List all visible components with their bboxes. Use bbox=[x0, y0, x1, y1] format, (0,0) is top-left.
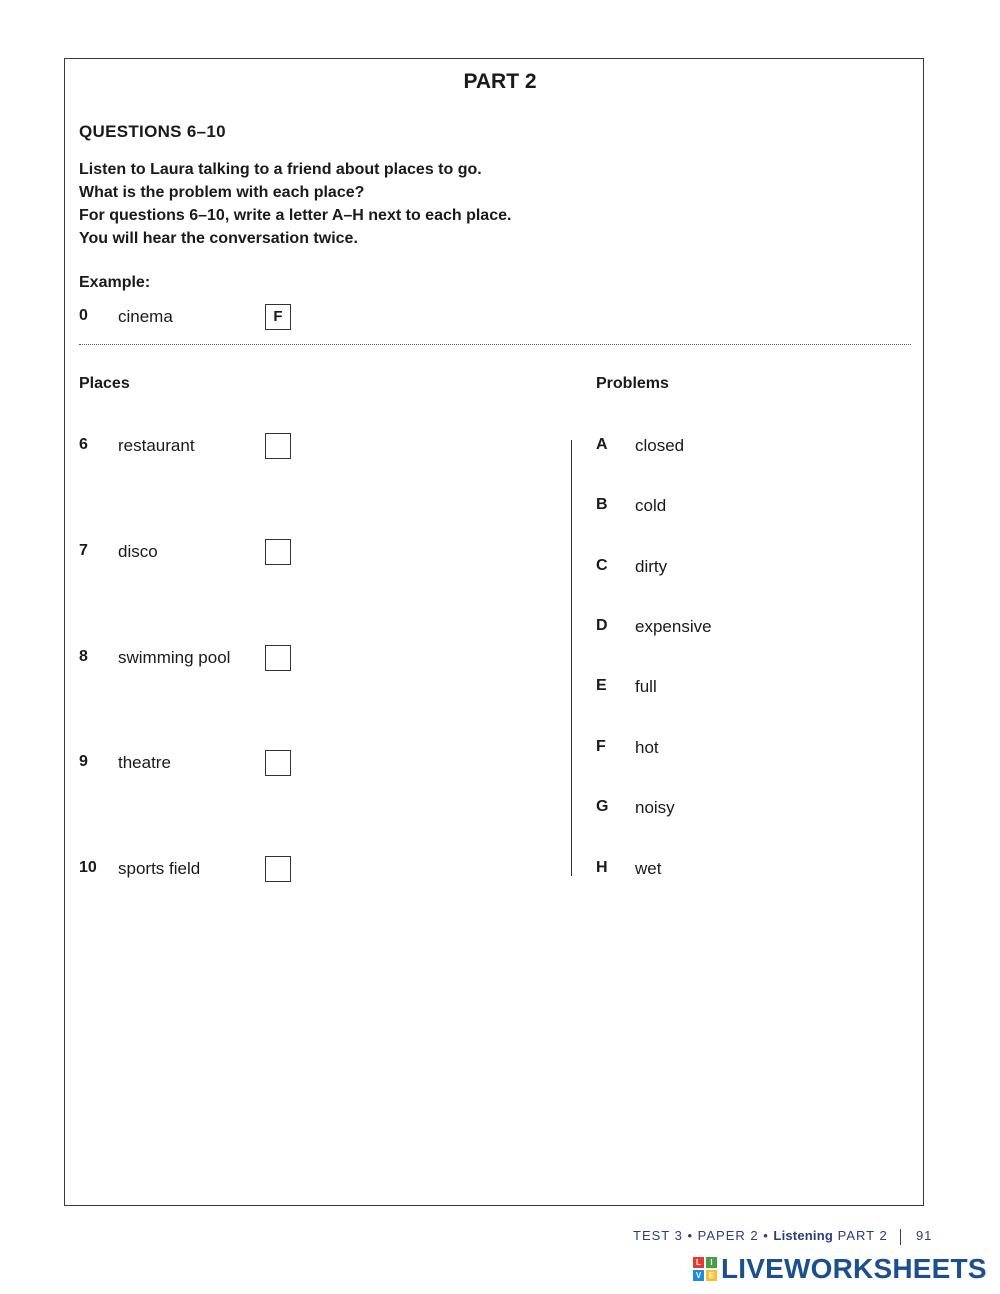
example-label: Example: bbox=[79, 274, 151, 291]
footer-separator bbox=[900, 1229, 901, 1245]
page-footer bbox=[633, 1228, 932, 1245]
problem-text: wet bbox=[635, 859, 662, 878]
places-heading: Places bbox=[79, 375, 130, 392]
instructions bbox=[79, 158, 511, 250]
place-number: 7 bbox=[79, 542, 88, 559]
liveworksheets-brand bbox=[693, 1254, 987, 1284]
footer-paper: PAPER 2 bbox=[697, 1228, 759, 1243]
problem-letter: D bbox=[596, 617, 608, 634]
liveworksheets-logo-icon bbox=[693, 1257, 717, 1281]
problem-text: hot bbox=[635, 738, 659, 757]
problem-letter: E bbox=[596, 677, 607, 694]
place-number: 10 bbox=[79, 859, 97, 876]
footer-bullet: • bbox=[763, 1228, 769, 1243]
problem-letter: B bbox=[596, 496, 608, 513]
place-number: 8 bbox=[79, 648, 88, 665]
problem-text: dirty bbox=[635, 557, 668, 576]
problem-letter: C bbox=[596, 557, 608, 574]
page-number: 91 bbox=[915, 1228, 933, 1243]
problem-text: closed bbox=[635, 436, 685, 455]
logo-tile: L bbox=[693, 1257, 704, 1268]
column-divider bbox=[571, 440, 572, 876]
problem-letter: A bbox=[596, 436, 608, 453]
questions-heading: QUESTIONS 6–10 bbox=[79, 122, 226, 141]
place-name: swimming pool bbox=[118, 648, 231, 667]
example-number: 0 bbox=[79, 307, 88, 324]
answer-input-8[interactable] bbox=[265, 645, 291, 671]
footer-test: TEST 3 bbox=[633, 1228, 683, 1243]
problem-text: noisy bbox=[635, 798, 675, 817]
place-name: sports field bbox=[118, 859, 201, 878]
place-number: 9 bbox=[79, 753, 88, 770]
problem-text: full bbox=[635, 677, 657, 696]
footer-bullet: • bbox=[687, 1228, 694, 1243]
footer-part: PART 2 bbox=[837, 1228, 888, 1243]
example-place: cinema bbox=[118, 307, 173, 326]
brand-name: LIVEWORKSHEETS bbox=[721, 1253, 987, 1284]
instruction-line: For questions 6–10, write a letter A–H next to each place. bbox=[79, 207, 512, 224]
part-title: PART 2 bbox=[463, 70, 537, 93]
place-name: theatre bbox=[118, 753, 171, 772]
problem-letter: F bbox=[596, 738, 606, 755]
problem-text: cold bbox=[635, 496, 667, 515]
footer-section: Listening bbox=[773, 1228, 833, 1243]
logo-tile: E bbox=[706, 1270, 717, 1281]
logo-tile: V bbox=[693, 1270, 704, 1281]
problems-heading: Problems bbox=[596, 375, 669, 392]
answer-input-10[interactable] bbox=[265, 856, 291, 882]
instruction-line: Listen to Laura talking to a friend about places to go. bbox=[79, 161, 482, 178]
answer-input-7[interactable] bbox=[265, 539, 291, 565]
place-name: disco bbox=[118, 542, 158, 561]
problem-text: expensive bbox=[635, 617, 712, 636]
instruction-line: What is the problem with each place? bbox=[79, 184, 365, 201]
logo-tile: I bbox=[706, 1257, 717, 1268]
problem-letter: G bbox=[596, 798, 609, 815]
problem-letter: H bbox=[596, 859, 608, 876]
place-number: 6 bbox=[79, 436, 88, 453]
instruction-line: You will hear the conversation twice. bbox=[79, 230, 358, 247]
answer-input-9[interactable] bbox=[265, 750, 291, 776]
answer-input-6[interactable] bbox=[265, 433, 291, 459]
dotted-divider bbox=[79, 344, 911, 345]
example-answer-box: F bbox=[265, 304, 291, 330]
place-name: restaurant bbox=[118, 436, 195, 455]
